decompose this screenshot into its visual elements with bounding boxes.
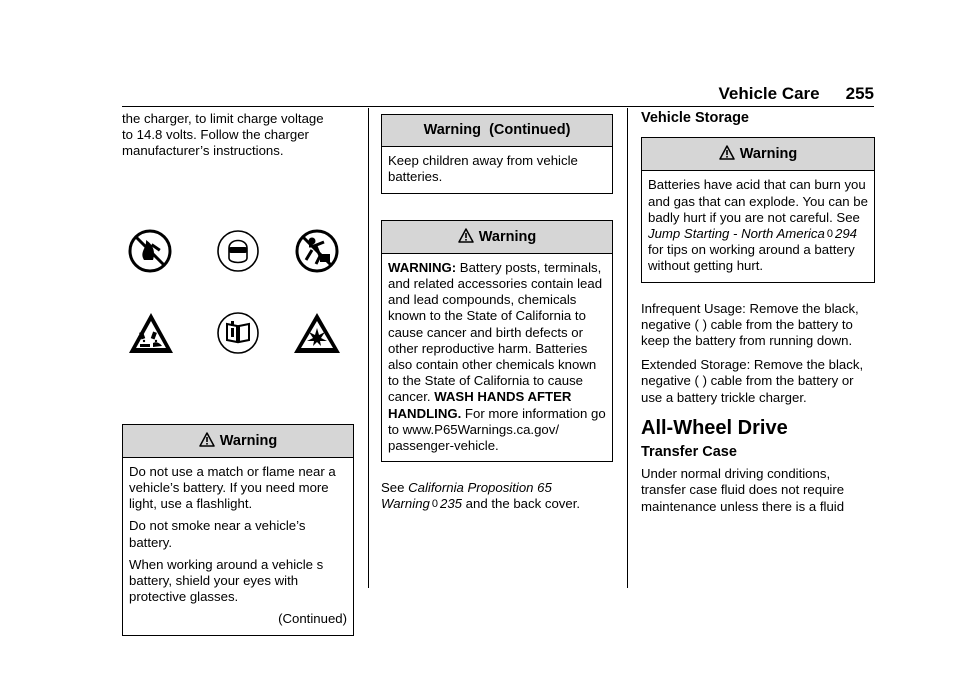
transfer-case-title: Transfer Case — [641, 444, 737, 461]
section-title: Vehicle Care — [718, 84, 820, 103]
warning-body — [642, 171, 874, 281]
warning-text-1: Do not use a match or flame near a vehicle’s battery. If you need more light, use a flashlight. — [129, 463, 336, 512]
warning-continued-header: Warning (Continued) — [382, 115, 612, 147]
eye-protection-icon — [215, 228, 261, 274]
header-rule — [122, 106, 874, 107]
warning-continued-text: Keep children away from vehicle batteries. — [388, 153, 578, 185]
warning-continued-body — [382, 147, 612, 192]
column-1 — [122, 108, 354, 636]
intro-text: the charger, to limit charge voltage to 14.8 volts. Follow the charger manufacturer’s instructions. — [122, 111, 324, 159]
column-2 — [381, 108, 613, 513]
p65-warning-text: WARNING: Battery posts, terminals, and related accessories contain lead and lead compounds, chemicals known to the State of California to cause cancer and birth defects or other reproductive harm. Batteries also contain other chemicals known to the State of California to cause cancer. WASH HANDS AFTER HANDLING. For more information go to www.P65Warnings.ca.gov/ passenger-vehicle. — [388, 259, 606, 454]
page-number: 255 — [845, 84, 874, 103]
warning-box-storage — [641, 137, 875, 282]
warning-header: Warning — [382, 221, 612, 254]
all-wheel-drive-title: All-Wheel Drive — [641, 416, 788, 439]
warning-triangle-icon — [199, 432, 215, 447]
warning-triangle-icon — [458, 228, 474, 243]
column-3 — [641, 108, 875, 515]
warning-header: Warning — [642, 138, 874, 171]
warning-text-2: Do not smoke near a vehicle’s battery. — [129, 518, 306, 550]
no-flame-icon — [127, 228, 173, 274]
warning-header: Warning — [123, 425, 353, 458]
continued-label: (Continued) — [278, 611, 347, 627]
reference-link[interactable]: California Proposition 65 Warning — [381, 480, 552, 512]
reference-page[interactable]: 294 — [835, 226, 858, 242]
explosive-gas-icon — [291, 310, 343, 356]
warning-body — [123, 458, 353, 635]
extended-storage-text: Extended Storage: Remove the black, negative ( ) cable from the battery or use a battery trickle charger. — [641, 357, 864, 405]
page-ref-icon: 0 — [431, 498, 438, 511]
warning-box-flame — [122, 424, 354, 636]
battery-warning-icons — [122, 160, 354, 368]
transfer-case-text: Under normal driving conditions, transfer case fluid does not require maintenance unless there is a fluid — [641, 466, 845, 514]
column-divider-2 — [627, 108, 628, 588]
column-divider-1 — [368, 108, 369, 588]
storage-warning-text: Batteries have acid that can burn you and gas that can explode. You can be badly hurt if you are not careful. See Jump Starting - North America 0 294 for tips on working around a battery without getting hurt. — [648, 177, 868, 274]
see-reference: See California Proposition 65 Warning 0 235 and the back cover. — [381, 480, 581, 512]
keep-children-away-icon — [294, 228, 340, 274]
reference-page[interactable]: 235 — [440, 496, 463, 512]
warning-body — [382, 254, 612, 461]
page-header — [719, 84, 875, 104]
vehicle-storage-title: Vehicle Storage — [641, 110, 749, 126]
warning-box-continued — [381, 114, 613, 194]
warning-triangle-icon — [719, 145, 735, 160]
read-manual-icon — [215, 310, 261, 356]
infrequent-usage-text: Infrequent Usage: Remove the black, negative ( ) cable from the battery to keep the battery from running down. — [641, 300, 859, 349]
warning-text-3: When working around a vehicle s battery, shield your eyes with protective glasses. — [129, 556, 324, 605]
page-ref-icon: 0 — [826, 228, 833, 241]
reference-link[interactable]: Jump Starting - North America — [648, 226, 825, 242]
warning-box-p65 — [381, 220, 613, 463]
corrosive-acid-icon — [126, 310, 176, 356]
